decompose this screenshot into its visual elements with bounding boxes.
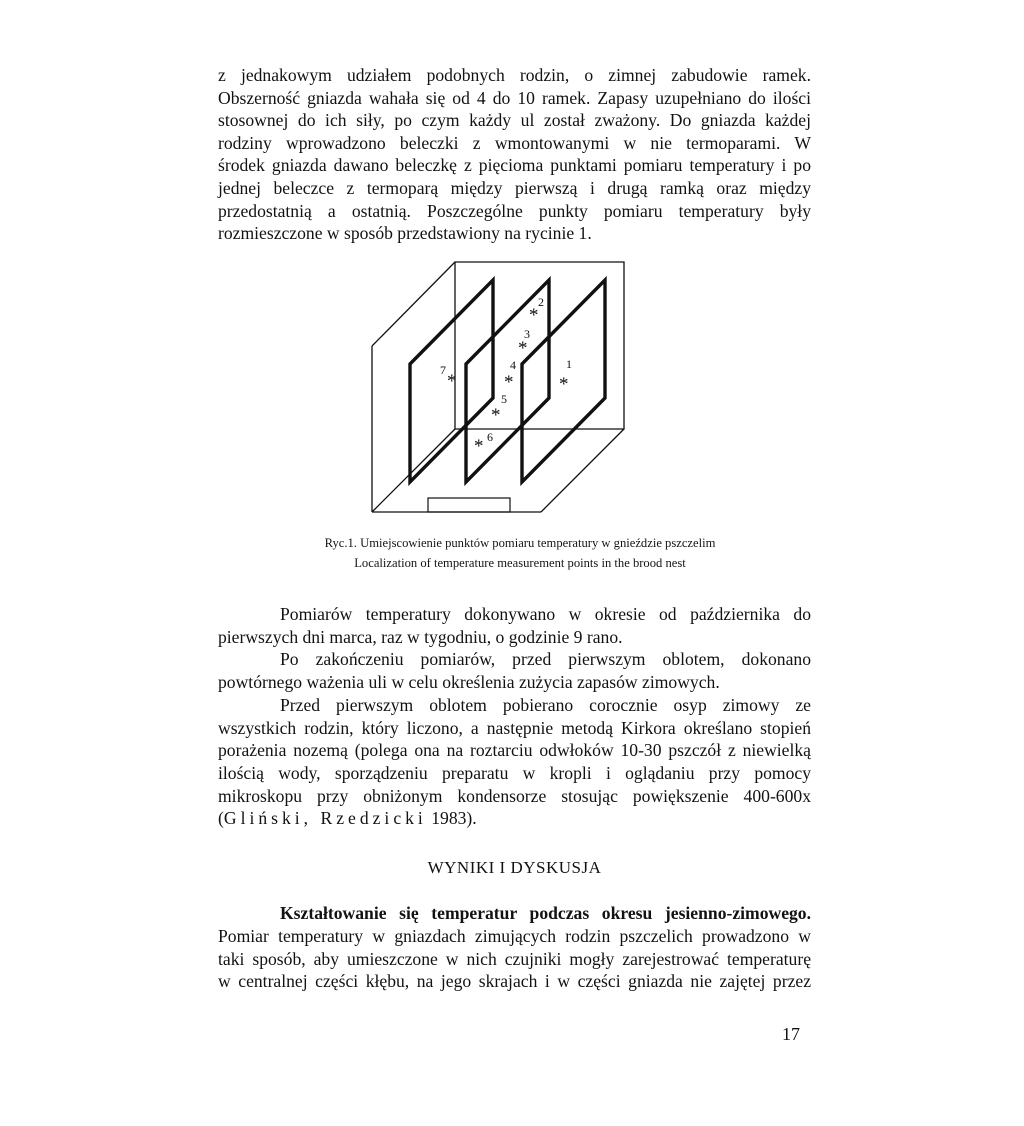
text-line: Pomiarów temperatury dokonywano w okresie od października do — [280, 604, 811, 624]
marker-3: * — [518, 338, 528, 359]
methods-paragraph — [218, 603, 811, 830]
point-label-3: 3 — [524, 327, 530, 341]
text-line: wszystkich rodzin, który liczono, a następnie metodą Kirkora określano stopień — [218, 717, 811, 738]
text-line: Po zakończeniu pomiarów, przed pierwszym oblotem, dokonano — [280, 649, 811, 670]
hive-nest-figure — [360, 258, 630, 528]
text-line: Obszerność gniazda wahała się od 4 do 10 ramek. Zapasy uzupełniano do ilości — [218, 87, 811, 108]
intro-paragraph — [218, 64, 811, 245]
marker-4: * — [504, 372, 514, 393]
point-label-1: 1 — [566, 357, 572, 371]
text-line: ilością wody, sporządzeniu preparatu w kropli i oglądaniu przy pomocy — [218, 762, 811, 783]
section-heading: WYNIKI I DYSKUSJA — [427, 858, 602, 877]
citation-line: (Gliński, Rzedzicki 1983). — [218, 808, 477, 829]
text-line: środek gniazda dawano beleczkę z pięcioma punktami pomiaru temperatury i po — [218, 155, 811, 176]
text-line: jednej beleczce z termoparą między pierwszą i drugą ramką oraz między — [218, 177, 811, 198]
marker-5: * — [491, 405, 501, 426]
text-line: powtórnego ważenia uli w celu określenia zużycia zapasów zimowych. — [218, 672, 720, 693]
results-paragraph — [218, 902, 811, 993]
text-line: mikroskopu przy obniżonym kondensorze stosując powiększenie 400-600x — [218, 785, 811, 806]
marker-7: * — [447, 371, 457, 392]
text-line: przedostatnią a ostatnią. Poszczególne punkty pomiaru temperatury były — [218, 200, 811, 221]
figure-caption-polish: Ryc.1. Umiejscowienie punktów pomiaru temperatury w gnieździe pszczelim — [324, 536, 716, 550]
point-label-2: 2 — [538, 295, 544, 309]
marker-6: * — [474, 436, 484, 457]
text-line: z jednakowym udziałem podobnych rodzin, o zimnej zabudowie ramek. — [218, 65, 811, 85]
point-label-6: 6 — [487, 430, 493, 444]
bold-lead-line: Kształtowanie się temperatur podczas okresu jesienno-zimowego. — [280, 903, 811, 923]
point-label-7: 7 — [440, 363, 446, 377]
text-line: w centralnej części kłębu, na jego skrajach i w części gniazda nie zajętej przez — [218, 971, 811, 992]
text-line: porażenia nozemą (polega ona na roztarciu odwłoków 10-30 pszczół z niewielką — [218, 740, 811, 761]
marker-2: * — [529, 305, 539, 326]
text-line: taki sposób, aby umieszczone w nich czujniki mogły zarejestrować temperaturę — [218, 948, 811, 969]
citation-author: Gliński, Rzedzicki — [223, 808, 427, 829]
text-line: rozmieszczone w sposób przedstawiony na rycinie 1. — [218, 223, 592, 244]
text-line: pierwszych dni marca, raz w tygodniu, o godzinie 9 rano. — [218, 626, 623, 647]
text-line: rodziny wprowadzono beleczki z wmontowanymi w nie termoparami. W — [218, 132, 811, 153]
text-line: stosownej do ich siły, po czym każdy ul został zważony. Do gniazda każdej — [218, 110, 811, 131]
text-line: Pomiar temperatury w gniazdach zimujących rodzin pszczelich prowadzono w — [218, 925, 811, 946]
text-line: Przed pierwszym oblotem pobierano corocznie osyp zimowy ze — [280, 694, 811, 715]
figure-caption-english: Localization of temperature measurement points in the brood nest — [354, 556, 686, 570]
page-number: 17 — [782, 1024, 800, 1044]
hive-nest-diagram — [360, 258, 630, 528]
point-label-5: 5 — [501, 392, 507, 406]
citation-year: 1983). — [431, 808, 477, 829]
marker-1: * — [559, 374, 569, 395]
point-label-4: 4 — [510, 358, 516, 372]
